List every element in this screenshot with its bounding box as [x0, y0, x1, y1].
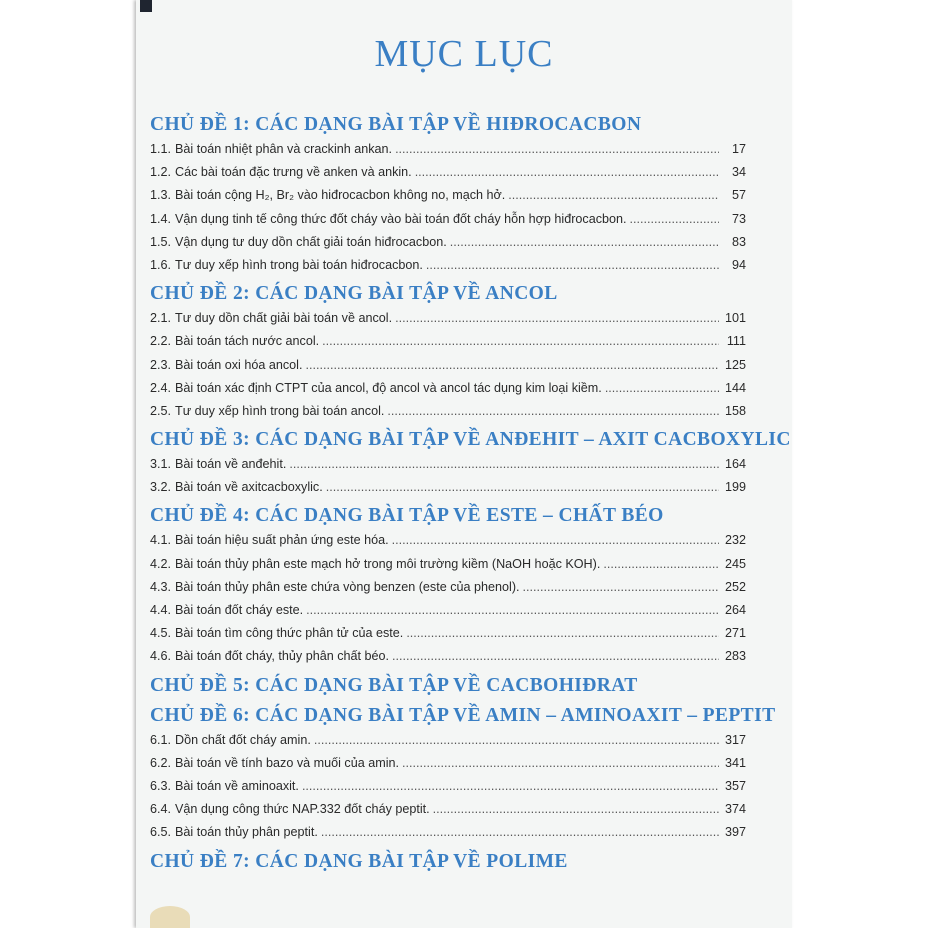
- dot-leader: [603, 553, 719, 576]
- entry-number: 6.5.: [150, 825, 172, 840]
- dot-leader: [289, 453, 719, 476]
- book-spine-edge: [140, 0, 152, 12]
- chapter-heading: CHỦ ĐỀ 6: CÁC DẠNG BÀI TẬP VỀ AMIN – AMINOAXIT – PEPTIT: [150, 704, 776, 726]
- dot-leader: [306, 599, 719, 622]
- entry-title: Bài toán về axitcacboxylic.: [175, 480, 323, 495]
- dot-leader: [322, 330, 719, 353]
- entry-title: Bài toán tìm công thức phân tử của este.: [175, 626, 404, 641]
- toc-entry: [150, 752, 746, 775]
- toc-entry: [150, 138, 746, 161]
- toc-entry: [150, 821, 746, 844]
- dot-leader: [406, 622, 719, 645]
- dot-leader: [426, 254, 719, 277]
- entry-page-number: 397: [724, 825, 746, 840]
- dot-leader: [392, 645, 719, 668]
- entry-page-number: 144: [724, 380, 746, 395]
- entry-page-number: 83: [731, 234, 746, 249]
- entry-page-number: 34: [731, 165, 746, 180]
- dot-leader: [630, 208, 719, 231]
- entry-title: Bài toán thủy phân este mạch hở trong môi trường kiềm (NaOH hoặc KOH).: [175, 556, 601, 571]
- toc-entry: [150, 529, 746, 552]
- entry-title: Tư duy xếp hình trong bài toán ancol.: [175, 403, 385, 418]
- entry-page-number: 125: [724, 357, 746, 372]
- entry-page-number: 374: [724, 802, 746, 817]
- entry-number: 1.1.: [150, 142, 172, 156]
- dot-leader: [321, 821, 719, 844]
- entry-title: Bài toán tách nước ancol.: [175, 334, 320, 349]
- entry-number: 6.1.: [150, 732, 172, 747]
- dot-leader: [605, 377, 719, 400]
- entry-page-number: 101: [724, 311, 746, 326]
- entry-title: Bài toán cộng H₂, Br₂ vào hiđrocacbon không no, mạch hở.: [175, 188, 506, 203]
- entry-page-number: 317: [724, 732, 746, 747]
- entry-title: Bài toán thủy phân este chứa vòng benzen (este của phenol).: [175, 579, 520, 594]
- entry-page-number: 111: [726, 334, 746, 349]
- entry-number: 4.5.: [150, 626, 172, 641]
- toc-entry: [150, 729, 746, 752]
- entry-number: 4.2.: [150, 556, 172, 571]
- entry-number: 2.2.: [150, 334, 172, 349]
- entry-title: Vận dụng công thức NAP.332 đốt cháy peptit.: [175, 802, 430, 817]
- entry-number: 4.6.: [150, 649, 172, 664]
- entry-page-number: 17: [731, 142, 746, 156]
- dot-leader: [302, 775, 719, 798]
- page-corner-shadow: [150, 906, 190, 928]
- dot-leader: [433, 798, 719, 821]
- dot-leader: [395, 307, 719, 330]
- table-of-contents: [150, 108, 791, 875]
- entry-title: Bài toán hiệu suất phản ứng este hóa.: [175, 533, 389, 548]
- entry-number: 6.4.: [150, 802, 172, 817]
- entry-page-number: 252: [724, 579, 746, 594]
- toc-entry: [150, 231, 746, 254]
- toc-entry: [150, 400, 746, 423]
- entry-number: 1.6.: [150, 257, 172, 272]
- chapter-heading: CHỦ ĐỀ 5: CÁC DẠNG BÀI TẬP VỀ CACBOHIĐRAT: [150, 674, 638, 696]
- entry-title: Tư duy xếp hình trong bài toán hiđrocacbon.: [175, 257, 423, 272]
- entry-title: Bài toán oxi hóa ancol.: [175, 357, 303, 372]
- entry-title: Vận dụng tinh tế công thức đốt cháy vào bài toán đốt cháy hỗn hợp hiđrocacbon.: [175, 211, 627, 226]
- entry-page-number: 164: [724, 457, 746, 472]
- entry-number: 3.1.: [150, 457, 172, 472]
- dot-leader: [305, 354, 719, 377]
- toc-entry: [150, 208, 746, 231]
- entry-page-number: 341: [724, 755, 746, 770]
- toc-entry: [150, 775, 746, 798]
- entry-number: 2.4.: [150, 380, 172, 395]
- entry-title: Bài toán đốt cháy este.: [175, 603, 304, 617]
- toc-entry: [150, 184, 746, 207]
- chapter-heading: CHỦ ĐỀ 4: CÁC DẠNG BÀI TẬP VỀ ESTE – CHẤT BÉO: [150, 505, 664, 527]
- entry-number: 1.5.: [150, 234, 172, 249]
- dot-leader: [450, 231, 719, 254]
- dot-leader: [314, 729, 719, 752]
- entry-number: 6.2.: [150, 755, 172, 770]
- entry-title: Dồn chất đốt cháy amin.: [175, 732, 311, 747]
- dot-leader: [402, 752, 719, 775]
- chapter-heading: CHỦ ĐỀ 2: CÁC DẠNG BÀI TẬP VỀ ANCOL: [150, 283, 558, 305]
- entry-number: 1.3.: [150, 188, 172, 203]
- toc-entry: [150, 553, 746, 576]
- toc-entry: [150, 798, 746, 821]
- entry-number: 4.3.: [150, 579, 172, 594]
- toc-entry: [150, 453, 746, 476]
- dot-leader: [387, 400, 719, 423]
- entry-page-number: 57: [731, 188, 746, 203]
- toc-entry: [150, 161, 746, 184]
- entry-title: Bài toán về tính bazo và muối của amin.: [175, 755, 400, 770]
- entry-number: 1.2.: [150, 165, 172, 180]
- entry-title: Bài toán về anđehit.: [175, 457, 287, 472]
- chapter-heading: CHỦ ĐỀ 3: CÁC DẠNG BÀI TẬP VỀ ANĐEHIT – AXIT CACBOXYLIC: [150, 429, 791, 451]
- entry-number: 2.3.: [150, 357, 172, 372]
- entry-page-number: 73: [731, 211, 746, 226]
- toc-entry: [150, 377, 746, 400]
- entry-title: Bài toán nhiệt phân và crackinh ankan.: [175, 142, 393, 156]
- entry-page-number: 94: [731, 257, 746, 272]
- toc-entry: [150, 476, 746, 499]
- entry-title: Các bài toán đặc trưng về anken và ankin.: [175, 165, 412, 180]
- page-title: MỤC LỤC: [374, 33, 554, 75]
- toc-entry: [150, 307, 746, 330]
- entry-number: 1.4.: [150, 211, 172, 226]
- dot-leader: [392, 529, 719, 552]
- entry-number: 3.2.: [150, 480, 172, 495]
- entry-page-number: 357: [724, 778, 746, 793]
- entry-title: Bài toán đốt cháy, thủy phân chất béo.: [175, 649, 390, 664]
- entry-title: Bài toán xác định CTPT của ancol, độ ancol và ancol tác dụng kim loại kiềm.: [175, 380, 602, 395]
- dot-leader: [415, 161, 719, 184]
- entry-page-number: 232: [724, 533, 746, 548]
- dot-leader: [395, 138, 719, 161]
- entry-page-number: 271: [724, 626, 746, 641]
- dot-leader: [508, 184, 719, 207]
- toc-entry: [150, 645, 746, 668]
- toc-entry: [150, 254, 746, 277]
- entry-page-number: 199: [724, 480, 746, 495]
- entry-page-number: 264: [724, 603, 746, 617]
- entry-title: Bài toán thủy phân peptit.: [175, 825, 318, 840]
- toc-entry: [150, 599, 746, 622]
- entry-number: 2.5.: [150, 403, 172, 418]
- entry-page-number: 158: [724, 403, 746, 418]
- entry-number: 4.1.: [150, 533, 172, 548]
- entry-page-number: 283: [724, 649, 746, 664]
- dot-leader: [523, 576, 719, 599]
- entry-title: Tư duy dồn chất giải bài toán về ancol.: [175, 311, 393, 326]
- entry-page-number: 245: [724, 556, 746, 571]
- chapter-heading: CHỦ ĐỀ 7: CÁC DẠNG BÀI TẬP VỀ POLIME: [150, 850, 568, 872]
- toc-entry: [150, 576, 746, 599]
- toc-entry: [150, 354, 746, 377]
- entry-number: 4.4.: [150, 603, 172, 617]
- toc-entry: [150, 622, 746, 645]
- entry-number: 2.1.: [150, 311, 172, 326]
- entry-title: Vận dụng tư duy dồn chất giải toán hiđrocacbon.: [175, 234, 447, 249]
- dot-leader: [326, 476, 719, 499]
- entry-number: 6.3.: [150, 778, 172, 793]
- entry-title: Bài toán về aminoaxit.: [175, 778, 299, 793]
- chapter-heading: CHỦ ĐỀ 1: CÁC DẠNG BÀI TẬP VỀ HIĐROCACBON: [150, 114, 642, 135]
- toc-entry: [150, 330, 746, 353]
